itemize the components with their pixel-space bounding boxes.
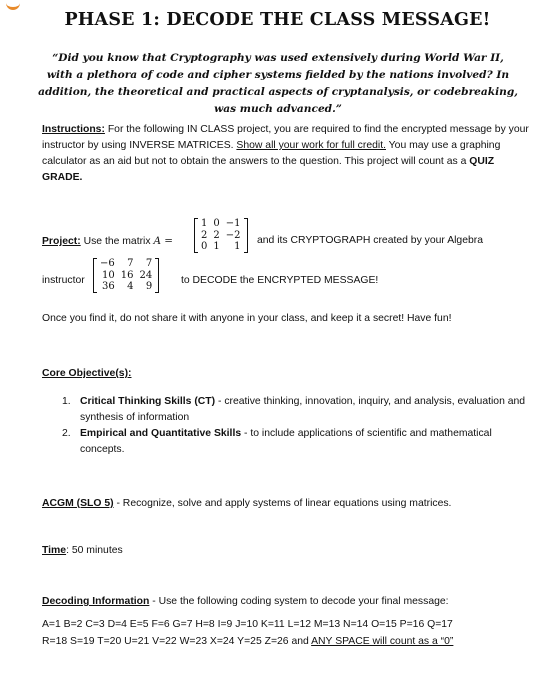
acgm-heading: ACGM (SLO 5) [42,498,114,509]
decoding-line [42,594,534,610]
cryptograph-entry: −6 [100,258,115,269]
matrix-a-entry: 0 [213,218,220,229]
cryptograph-entry: 16 [120,269,134,281]
matrix-a-entry: 2 [213,229,220,241]
list-number: 2. [62,428,71,439]
decoding-key-line-2 [42,634,534,650]
cryptograph-entry: 9 [145,281,153,292]
time-heading: Time [42,545,67,556]
decoding-heading: Decoding Information [42,596,150,607]
space-rule: ANY SPACE will count as a “0” [311,636,454,647]
acgm-text: - Recognize, solve and apply systems of linear equations using matrices. [113,498,452,509]
matrix-a-entry: −1 [225,218,241,229]
cryptograph-entry: 24 [139,269,153,281]
cryptograph-entry: 10 [102,269,115,281]
project-text-before-matrix: Use the matrix [80,236,154,247]
core-objectives-heading: Core Objective(s): [42,368,132,379]
objective-text: - to include applications of scientific and mathematical concepts. [80,428,492,455]
instructions-heading: Instructions: [42,124,105,135]
time-text: : 50 minutes [66,545,123,556]
decoding-key-text: R=18 S=19 T=20 U=21 V=22 W=23 X=24 Y=25 Z=26 and [42,636,312,647]
matrix-a-entry: 1 [213,241,220,252]
project-line-1-start [42,233,173,250]
matrix-a-entry: 1 [201,218,208,229]
time-line [42,543,534,559]
intro-quote: “Did you know that Cryptography was used extensively during World War II, with a plethora of code and cipher systems fielded by the nations involved? In addition, the theoretical and practical aspects of cryptanalysis, or codebreaking, was much advanced.” [38,52,518,115]
project-text-after-matrix: and its CRYPTOGRAPH created by your Algebra [257,235,484,246]
matrix-a-entry: −2 [225,229,241,241]
instructions-text-1: For the following IN CLASS project, you are required to find the encrypted message by your instructor by using INVERSE MATRICES. [42,124,529,151]
matrix-a-entry: 0 [201,241,208,252]
cryptograph-matrix [93,258,159,293]
matrix-a-label: A = [153,235,173,247]
corner-mark [6,0,20,10]
objective-text: - creative thinking, innovation, inquiry, and analysis, evaluation and synthesis of information [80,396,526,423]
project-heading: Project: [42,236,81,247]
objective-title: Empirical and Quantitative Skills [80,428,242,439]
instructions-paragraph [42,122,534,186]
acgm-line [42,496,534,512]
cryptograph-entry: 7 [127,258,134,269]
objective-title: Critical Thinking Skills (CT) [80,396,216,407]
project-line-2-end: to DECODE the ENCRYPTED MESSAGE! [181,275,379,286]
page-title: PHASE 1: DECODE THE CLASS MESSAGE! [64,10,491,30]
cryptograph-entry: 7 [145,258,153,269]
matrix-a-entry: 1 [234,241,241,252]
quiz-grade-label: QUIZ GRADE. [42,156,495,183]
matrix-a-entry: 2 [201,229,208,241]
decoding-text: - Use the following coding system to decode your final message: [149,596,449,607]
cryptograph-entry: 36 [102,281,115,292]
matrix-a [194,218,248,253]
project-closing: Once you find it, do not share it with anyone in your class, and keep it a secret! Have fun! [42,313,452,324]
core-objective-1 [62,394,532,426]
decoding-key-line-1: A=1 B=2 C=3 D=4 E=5 F=6 G=7 H=8 I=9 J=10 K=11 L=12 M=13 N=14 O=15 P=16 Q=17 [42,619,453,630]
project-line-2-start: instructor [42,275,85,286]
cryptograph-entry: 4 [127,281,134,292]
core-objective-2 [62,426,532,458]
instructions-underlined: Show all your work for full credit. [236,140,386,151]
instructions-text-2: You may use a graphing calculator as an aid but not to obtain the answers to the question. This project will count as a [42,140,501,167]
list-number: 1. [62,396,71,407]
